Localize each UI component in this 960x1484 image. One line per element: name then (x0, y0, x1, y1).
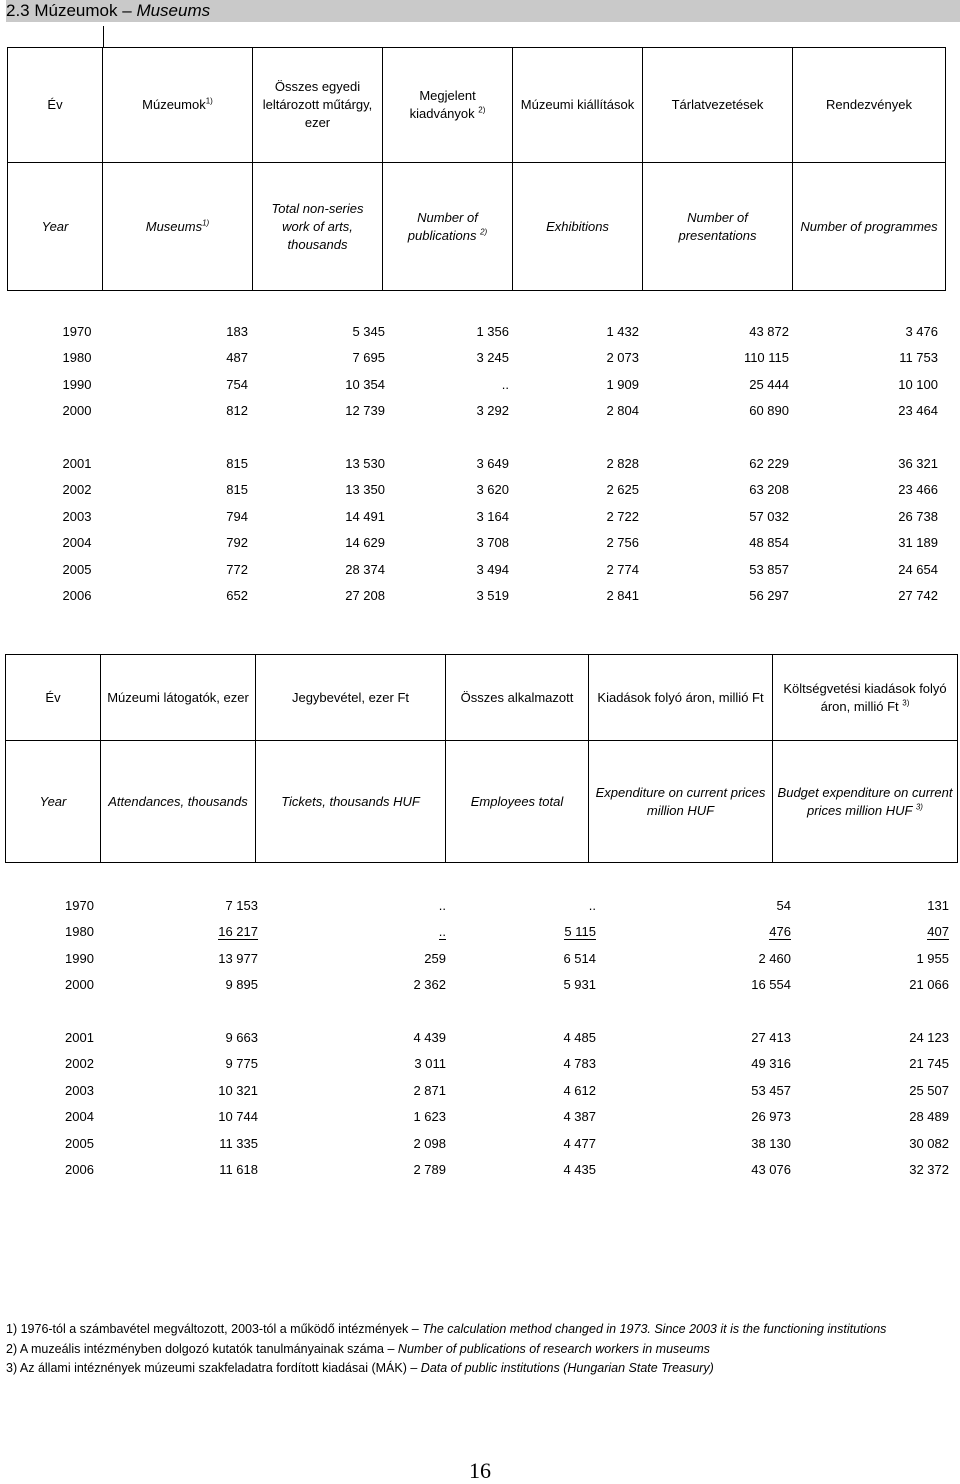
value-cell: 815 (226, 482, 248, 498)
attendance-data-table (7, 892, 949, 1183)
header-en-cell: Total non-series work of arts, thousands (253, 163, 383, 291)
value-cell: 10 744 (218, 1109, 258, 1125)
value-cell: 7 153 (225, 897, 258, 913)
value-cell: 28 489 (909, 1109, 949, 1125)
header-en-cell: Tickets, thousands HUF (256, 741, 446, 863)
value-cell: 57 032 (749, 508, 789, 524)
value-cell: 2 828 (606, 455, 639, 471)
header-hu-cell: Összes alkalmazott (446, 655, 589, 741)
year-cell: 2005 (62, 561, 92, 577)
value-cell: 25 507 (909, 1082, 949, 1098)
year-cell: 1980 (62, 350, 92, 366)
value-cell: 30 082 (909, 1135, 949, 1151)
year-cell: 2001 (62, 455, 92, 471)
year-cell: 2003 (65, 1082, 94, 1098)
value-cell: 60 890 (749, 403, 789, 419)
value-cell: 14 491 (345, 508, 385, 524)
value-cell: 772 (226, 561, 248, 577)
value-cell: 6 514 (563, 950, 596, 966)
value-cell: .. (588, 897, 596, 913)
value-cell: 13 350 (345, 482, 385, 498)
value-cell: 26 973 (751, 1109, 791, 1125)
value-cell: 2 460 (758, 950, 791, 966)
value-cell: 2 774 (606, 561, 639, 577)
value-cell: 1 356 (476, 323, 509, 339)
value-cell: 4 612 (563, 1082, 596, 1098)
value-cell: .. (438, 897, 446, 913)
table-row (7, 477, 938, 504)
value-cell: 21 745 (909, 1056, 949, 1072)
value-cell: 9 895 (225, 977, 258, 993)
value-cell: .. (438, 924, 446, 940)
page-title (6, 0, 960, 22)
table-row (7, 583, 938, 610)
value-cell: 38 130 (751, 1135, 791, 1151)
year-cell: 2002 (62, 482, 92, 498)
table-row (7, 1024, 949, 1051)
year-cell: 2000 (65, 977, 94, 993)
value-cell: 3 708 (476, 535, 509, 551)
header-en-cell: Employees total (446, 741, 589, 863)
value-cell: 792 (226, 535, 248, 551)
footnote: 2) A muzeális intézményben dolgozó kutatók tanulmányainak száma – Number of publications of research workers in museums (6, 1341, 710, 1356)
value-cell: 407 (927, 924, 949, 940)
value-cell: 13 977 (218, 950, 258, 966)
header-en-cell: Budget expenditure on current prices million HUF $^{3)}$ (773, 741, 958, 863)
header-hu-cell: Év (8, 48, 103, 163)
header-hu-cell: Jegybevétel, ezer Ft (256, 655, 446, 741)
value-cell: 27 413 (751, 1029, 791, 1045)
table-row (7, 345, 938, 372)
value-cell: 476 (769, 924, 791, 940)
value-cell: 24 123 (909, 1029, 949, 1045)
value-cell: 11 753 (899, 350, 938, 366)
table-row (7, 919, 949, 946)
value-cell: 9 775 (225, 1056, 258, 1072)
value-cell: 16 554 (751, 977, 791, 993)
header-hu-cell: Kiadások folyó áron, millió Ft (589, 655, 773, 741)
table-row (7, 1104, 949, 1131)
table-row (7, 556, 938, 583)
value-cell: 3 292 (476, 403, 509, 419)
page-number: 16 (469, 1458, 491, 1483)
attendance-header-table (5, 654, 958, 863)
value-cell: 2 841 (606, 588, 639, 604)
value-cell: 1 623 (413, 1109, 446, 1125)
table-row (7, 450, 938, 477)
value-cell: 10 321 (218, 1082, 258, 1098)
year-cell: 1990 (65, 950, 94, 966)
value-cell: 21 066 (909, 977, 949, 993)
title-hu: 2.3 Múzeumok (6, 1, 118, 20)
title-en: Museums (136, 1, 211, 20)
value-cell: 4 485 (563, 1029, 596, 1045)
header-en-cell: Number of presentations (643, 163, 793, 291)
value-cell: 1 955 (916, 950, 949, 966)
year-cell: 1980 (65, 924, 94, 940)
year-cell: 2003 (62, 508, 92, 524)
value-cell: 5 931 (563, 977, 596, 993)
year-cell: 2006 (65, 1162, 94, 1178)
table-row (7, 503, 938, 530)
year-cell: 1970 (62, 323, 92, 339)
value-cell: 259 (424, 950, 446, 966)
value-cell: 3 476 (905, 323, 938, 339)
header-en-cell: Number of publications $^{2)}$ (383, 163, 513, 291)
value-cell: 3 620 (476, 482, 509, 498)
header-hu-cell: Év (6, 655, 101, 741)
value-cell: 16 217 (218, 924, 258, 940)
year-cell: 1970 (65, 897, 94, 913)
value-cell: 56 297 (749, 588, 789, 604)
value-cell: 23 466 (898, 482, 938, 498)
header-en-cell: Year (8, 163, 103, 291)
header-en-cell: Attendances, thousands (101, 741, 256, 863)
value-cell: 110 115 (743, 350, 789, 366)
value-cell: 7 695 (352, 350, 385, 366)
footnote: 1) 1976-tól a számbavétel megváltozott, 2003-tól a működő intézmények – The calculation method changed in 1973. Since 2003 it is the functioning institutions (6, 1322, 887, 1336)
title-dash: – (122, 1, 132, 20)
value-cell: 2 098 (413, 1135, 446, 1151)
header-en-cell: Exhibitions (513, 163, 643, 291)
value-cell: 3 011 (414, 1056, 446, 1072)
value-cell: 2 804 (606, 403, 639, 419)
year-cell: 2004 (62, 535, 92, 551)
footnote: 3) Az állami intéznények múzeumi szakfeladatra fordított kiadásai (MÁK) – Data of public institutions (Hungarian State Treasury) (6, 1361, 714, 1375)
value-cell: 62 229 (749, 455, 789, 471)
value-cell: 48 854 (749, 535, 789, 551)
value-cell: 49 316 (751, 1056, 791, 1072)
header-hu-cell: Rendezvények (793, 48, 946, 163)
year-cell: 2001 (65, 1029, 94, 1045)
value-cell: 2 756 (606, 535, 639, 551)
value-cell: 53 457 (751, 1082, 791, 1098)
value-cell: .. (501, 376, 509, 392)
header-hu-cell: Múzeumok$^{1)}$ (103, 48, 253, 163)
value-cell: 4 477 (563, 1135, 596, 1151)
value-cell: 10 354 (345, 376, 385, 392)
value-cell: 3 519 (476, 588, 509, 604)
header-hu-cell: Múzeumi látogatók, ezer (101, 655, 256, 741)
year-cell: 2006 (62, 588, 92, 604)
value-cell: 1 432 (606, 323, 639, 339)
year-cell: 2005 (65, 1135, 94, 1151)
value-cell: 3 245 (476, 350, 509, 366)
header-hu-cell: Megjelent kiadványok $^{2)}$ (383, 48, 513, 163)
table-row (7, 1077, 949, 1104)
value-cell: 812 (226, 403, 248, 419)
table-row (7, 371, 938, 398)
value-cell: 1 909 (606, 376, 639, 392)
value-cell: 43 872 (749, 323, 789, 339)
header-hu-cell: Múzeumi kiállítások (513, 48, 643, 163)
table-row (7, 1130, 949, 1157)
value-cell: 26 738 (898, 508, 938, 524)
value-cell: 4 783 (563, 1056, 596, 1072)
value-cell: 12 739 (345, 403, 385, 419)
value-cell: 13 530 (345, 455, 385, 471)
value-cell: 27 742 (898, 588, 938, 604)
value-cell: 53 857 (749, 561, 789, 577)
value-cell: 2 625 (606, 482, 639, 498)
value-cell: 3 649 (476, 455, 509, 471)
value-cell: 54 (776, 897, 791, 913)
value-cell: 28 374 (345, 561, 385, 577)
year-cell: 2004 (65, 1109, 94, 1125)
table-row (7, 1157, 949, 1184)
value-cell: 2 722 (606, 508, 639, 524)
table-row (7, 972, 949, 999)
value-cell: 5 115 (564, 924, 596, 940)
value-cell: 32 372 (909, 1162, 949, 1178)
value-cell: 24 654 (898, 561, 938, 577)
value-cell: 4 387 (563, 1109, 596, 1125)
value-cell: 183 (226, 323, 248, 339)
value-cell: 25 444 (749, 376, 789, 392)
header-en-cell: Museums$^{1)}$ (103, 163, 253, 291)
value-cell: 2 073 (606, 350, 639, 366)
table-row (7, 1051, 949, 1078)
value-cell: 754 (226, 376, 248, 392)
value-cell: 2 362 (413, 977, 446, 993)
table-row (7, 892, 949, 919)
value-cell: 14 629 (345, 535, 385, 551)
museums-data-table (7, 318, 938, 609)
value-cell: 27 208 (345, 588, 385, 604)
table-row (7, 398, 938, 425)
value-cell: 3 164 (476, 508, 509, 524)
value-cell: 43 076 (751, 1162, 791, 1178)
header-hu-cell: Összes egyedi leltározott műtárgy, ezer (253, 48, 383, 163)
header-en-cell: Expenditure on current prices million HUF (589, 741, 773, 863)
value-cell: 36 321 (898, 455, 938, 471)
year-cell: 2002 (65, 1056, 94, 1072)
value-cell: 31 189 (898, 535, 938, 551)
value-cell: 815 (226, 455, 248, 471)
value-cell: 63 208 (749, 482, 789, 498)
divider (103, 26, 104, 48)
value-cell: 5 345 (352, 323, 385, 339)
museums-header-table (7, 47, 946, 291)
value-cell: 11 618 (219, 1162, 258, 1178)
value-cell: 11 335 (219, 1135, 258, 1151)
value-cell: 4 435 (563, 1162, 596, 1178)
value-cell: 487 (226, 350, 248, 366)
header-en-cell: Year (6, 741, 101, 863)
table-row (7, 318, 938, 345)
header-hu-cell: Tárlatvezetések (643, 48, 793, 163)
value-cell: 23 464 (898, 403, 938, 419)
footnotes (6, 1320, 956, 1379)
value-cell: 2 789 (413, 1162, 446, 1178)
value-cell: 2 871 (413, 1082, 446, 1098)
year-cell: 1990 (62, 376, 92, 392)
value-cell: 794 (226, 508, 248, 524)
value-cell: 652 (226, 588, 248, 604)
table-row (7, 945, 949, 972)
value-cell: 9 663 (225, 1029, 258, 1045)
value-cell: 4 439 (413, 1029, 446, 1045)
value-cell: 131 (927, 897, 949, 913)
header-en-cell: Number of programmes (793, 163, 946, 291)
value-cell: 10 100 (898, 376, 938, 392)
header-hu-cell: Költségvetési kiadások folyó áron, millió Ft $^{3)}$ (773, 655, 958, 741)
table-row (7, 530, 938, 557)
year-cell: 2000 (62, 403, 92, 419)
value-cell: 3 494 (476, 561, 509, 577)
